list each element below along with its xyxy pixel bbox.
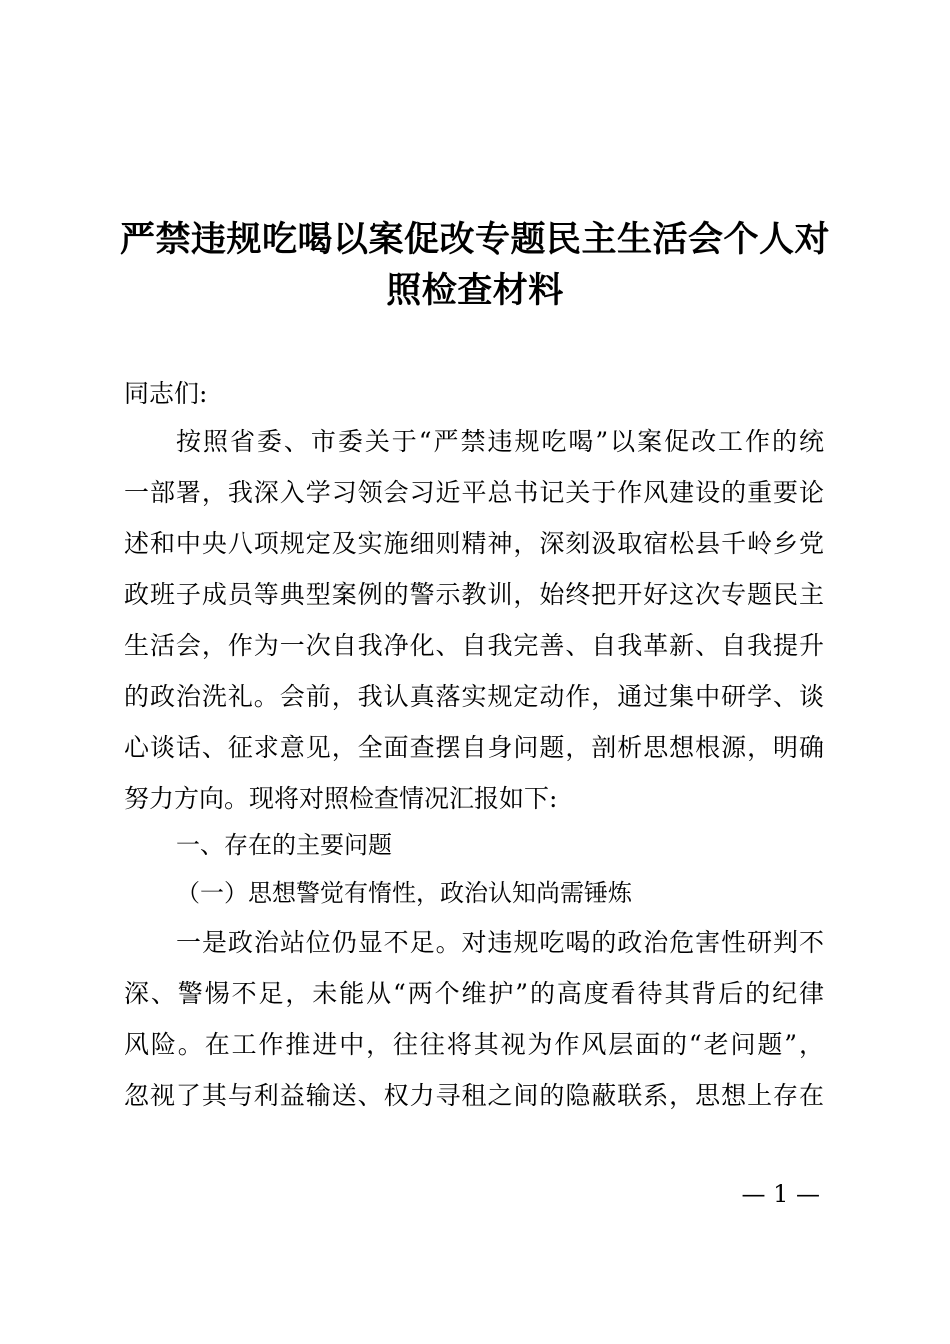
paragraph-1-line: 按照省委、市委关于“严禁违规吃喝”以案促改工作的统 xyxy=(176,427,824,456)
paragraph-1-line: 一部署，我深入学习领会习近平总书记关于作风建设的重要论 xyxy=(124,478,824,507)
paragraph-2-line: 忽视了其与利益输送、权力寻租之间的隐蔽联系，思想上存在 xyxy=(124,1081,824,1110)
paragraph-1-line: 政班子成员等典型案例的警示教训，始终把开好这次专题民主 xyxy=(124,580,824,609)
document-title-line-2: 照检查材料 xyxy=(386,270,564,311)
paragraph-2-line: 深、警惕不足，未能从“两个维护”的高度看待其背后的纪律 xyxy=(124,979,824,1008)
salutation: 同志们: xyxy=(124,379,208,408)
paragraph-2-line: 一是政治站位仍显不足。对违规吃喝的政治危害性研判不 xyxy=(176,928,824,957)
paragraph-1-line: 生活会，作为一次自我净化、自我完善、自我革新、自我提升 xyxy=(124,631,824,660)
paragraph-1-line: 心谈话、征求意见，全面查摆自身问题，剖析思想根源，明确 xyxy=(124,733,824,762)
paragraph-1-line: 努力方向。现将对照检查情况汇报如下: xyxy=(124,784,558,813)
paragraph-1-line: 述和中央八项规定及实施细则精神，深刻汲取宿松县千岭乡党 xyxy=(124,529,824,558)
section-heading: 一、存在的主要问题 xyxy=(176,831,392,859)
paragraph-1-line: 的政治洗礼。会前，我认真落实规定动作，通过集中研学、谈 xyxy=(124,682,824,711)
subsection-heading: （一）思想警觉有惰性，政治认知尚需锤炼 xyxy=(176,879,632,907)
paragraph-2-line: 风险。在工作推进中，往往将其视为作风层面的“老问题”， xyxy=(124,1030,824,1059)
document-title-line-1: 严禁违规吃喝以案促改专题民主生活会个人对 xyxy=(119,219,830,260)
page-number: — 1 — xyxy=(741,1180,820,1208)
